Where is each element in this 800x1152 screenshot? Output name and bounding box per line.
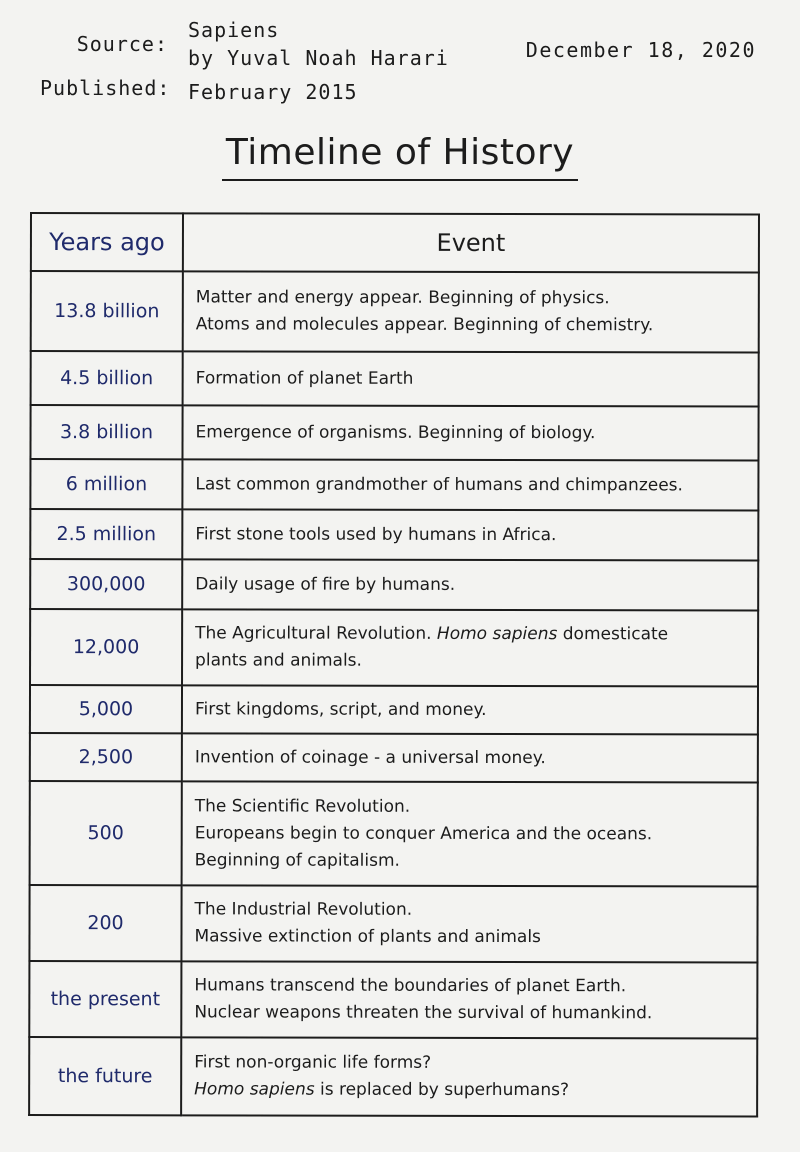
table-header-row bbox=[31, 213, 759, 273]
table-row bbox=[30, 733, 758, 783]
table-row bbox=[29, 961, 757, 1039]
timeline-body bbox=[29, 271, 759, 1117]
event-line: Humans transcend the boundaries of planet Earth. bbox=[194, 975, 627, 997]
event-cell bbox=[182, 405, 758, 460]
event-line: Formation of planet Earth bbox=[195, 367, 414, 389]
years-ago-cell: 2.5 million bbox=[30, 509, 182, 559]
years-ago-cell: 500 bbox=[30, 781, 182, 885]
years-ago-cell: 300,000 bbox=[30, 559, 182, 609]
event-line: Homo sapiens is replaced by superhumans? bbox=[194, 1079, 570, 1101]
table-row bbox=[29, 885, 757, 963]
event-header: Event bbox=[183, 213, 759, 272]
event-cell bbox=[182, 559, 758, 610]
event-cell bbox=[182, 685, 758, 734]
event-line: Beginning of capitalism. bbox=[194, 849, 400, 871]
species-name: Homo sapiens bbox=[436, 623, 558, 645]
table-row bbox=[30, 509, 758, 561]
years-ago-cell: 5,000 bbox=[30, 685, 182, 733]
event-line: Europeans begin to conquer America and the oceans. bbox=[194, 822, 653, 844]
event-cell bbox=[182, 459, 758, 510]
table-row bbox=[31, 351, 759, 407]
date-note: December 18, 2020 bbox=[525, 38, 756, 62]
event-line: Massive extinction of plants and animals bbox=[194, 926, 541, 948]
table-row bbox=[30, 685, 758, 735]
event-line: The Scientific Revolution. bbox=[194, 795, 411, 817]
event-line: First non-organic life forms? bbox=[194, 1052, 432, 1073]
table-row bbox=[30, 405, 758, 461]
years-ago-cell: 13.8 billion bbox=[31, 271, 183, 351]
table-row bbox=[30, 459, 758, 511]
event-line: Nuclear weapons threaten the survival of humankind. bbox=[194, 1002, 653, 1024]
event-cell bbox=[181, 885, 757, 962]
event-line: Emergence of organisms. Beginning of biology. bbox=[195, 421, 596, 443]
page-title-text: Timeline of History bbox=[222, 132, 578, 181]
years-ago-cell: 200 bbox=[29, 885, 181, 961]
event-cell bbox=[181, 1037, 757, 1116]
table-row bbox=[30, 781, 758, 887]
source-title: Sapiens bbox=[188, 18, 280, 42]
table-row bbox=[30, 609, 758, 687]
event-line: plants and animals. bbox=[195, 650, 362, 671]
timeline-table bbox=[28, 212, 760, 1118]
page-title bbox=[0, 132, 800, 181]
event-cell bbox=[182, 733, 758, 782]
published-label: Published: bbox=[40, 76, 171, 100]
years-ago-cell: 2,500 bbox=[30, 733, 182, 781]
event-line: Last common grandmother of humans and chimpanzees. bbox=[195, 473, 683, 495]
event-line: Matter and energy appear. Beginning of physics. bbox=[195, 287, 610, 309]
event-line: First kingdoms, script, and money. bbox=[194, 698, 487, 720]
event-cell bbox=[181, 961, 757, 1038]
event-cell bbox=[182, 609, 758, 686]
species-name: Homo sapiens bbox=[194, 1079, 315, 1100]
table-row bbox=[30, 559, 758, 611]
years-ago-cell: the future bbox=[29, 1037, 181, 1115]
source-author: by Yuval Noah Harari bbox=[188, 46, 449, 70]
event-line: First stone tools used by humans in Africa. bbox=[195, 523, 557, 545]
years-ago-cell: 3.8 billion bbox=[30, 405, 182, 459]
years-ago-header: Years ago bbox=[31, 213, 183, 271]
event-line: Invention of coinage - a universal money. bbox=[194, 746, 546, 768]
source-label: Source: bbox=[76, 32, 168, 56]
years-ago-cell: the present bbox=[29, 961, 181, 1037]
event-cell bbox=[182, 781, 758, 886]
table-row bbox=[29, 1037, 757, 1117]
event-line: The Industrial Revolution. bbox=[194, 899, 413, 920]
table-row bbox=[31, 271, 759, 353]
event-line: Daily usage of fire by humans. bbox=[195, 573, 456, 595]
years-ago-cell: 12,000 bbox=[30, 609, 182, 685]
years-ago-cell: 6 million bbox=[30, 459, 182, 509]
event-cell bbox=[182, 509, 758, 560]
event-line: The Agricultural Revolution. Homo sapiens domesticate bbox=[195, 623, 669, 645]
years-ago-cell: 4.5 billion bbox=[31, 351, 183, 405]
event-cell bbox=[183, 271, 759, 352]
event-line: Atoms and molecules appear. Beginning of chemistry. bbox=[195, 314, 654, 336]
published-date: February 2015 bbox=[188, 80, 358, 104]
event-cell bbox=[183, 351, 759, 406]
